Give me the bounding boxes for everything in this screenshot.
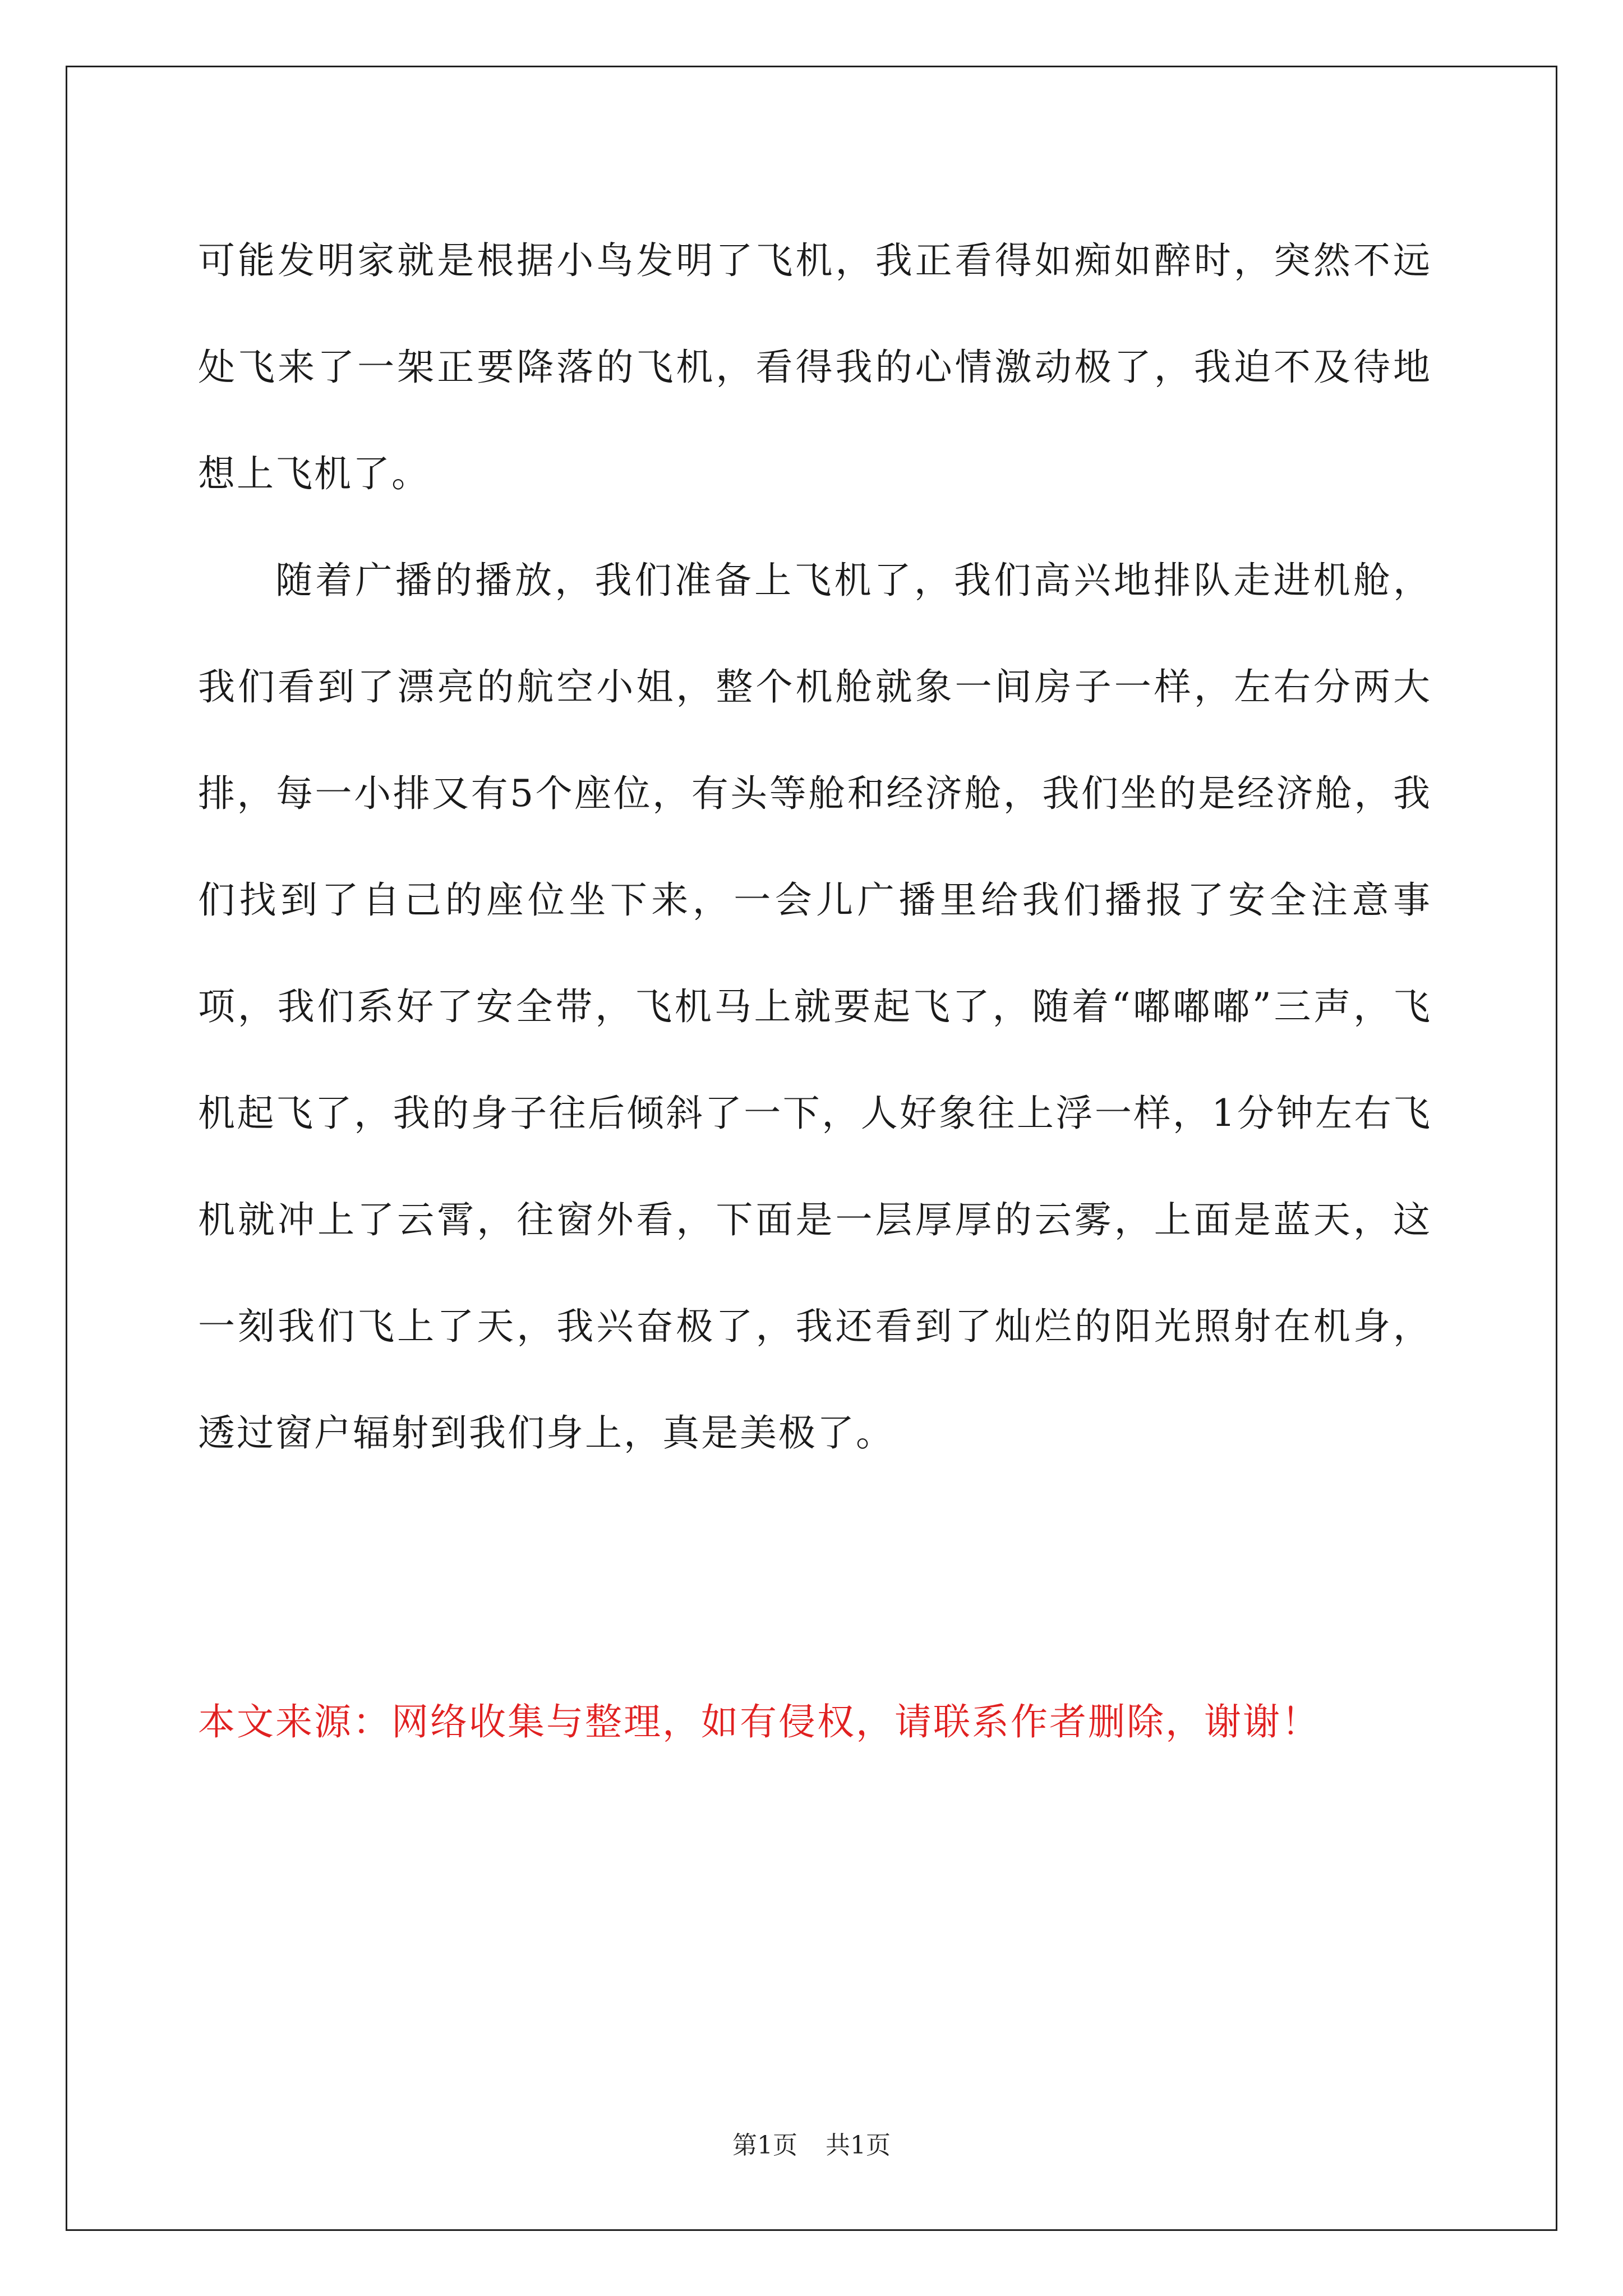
document-body [198,208,1432,1487]
paragraph-1: 可能发明家就是根据小鸟发明了飞机，我正看得如痴如醉时，突然不远处飞来了一架正要降落的飞机，看得我的心情激动极了，我迫不及待地想上飞机了。 [198,239,1432,495]
paragraph-2: 随着广播的播放，我们准备上飞机了，我们高兴地排队走进机舱，我们看到了漂亮的航空小姐，整个机舱就象一间房子一样，左右分两大排，每一小排又有5个座位，有头等舱和经济舱，我们坐的是经济舱，我们找到了自己的座位坐下来，一会儿广播里给我们播报了安全注意事项，我们系好了安全带，飞机马上就要起飞了，随着“嘟嘟嘟”三声，飞机起飞了，我的身子往后倾斜了一下，人好象往上浮一样，1分钟左右飞机就冲上了云霄，往窗外看，下面是一层厚厚的云雾，上面是蓝天，这一刻我们飞上了天，我兴奋极了，我还看到了灿烂的阳光照射在机身，透过窗户辐射到我们身上，真是美极了。 [198,559,1432,1455]
page-total: 共1页 [826,2131,891,2160]
source-note: 本文来源：网络收集与整理，如有侵权，请联系作者删除，谢谢！ [198,1700,1320,1743]
page-current: 第1页 [732,2131,797,2160]
page-footer [0,2129,1623,2162]
